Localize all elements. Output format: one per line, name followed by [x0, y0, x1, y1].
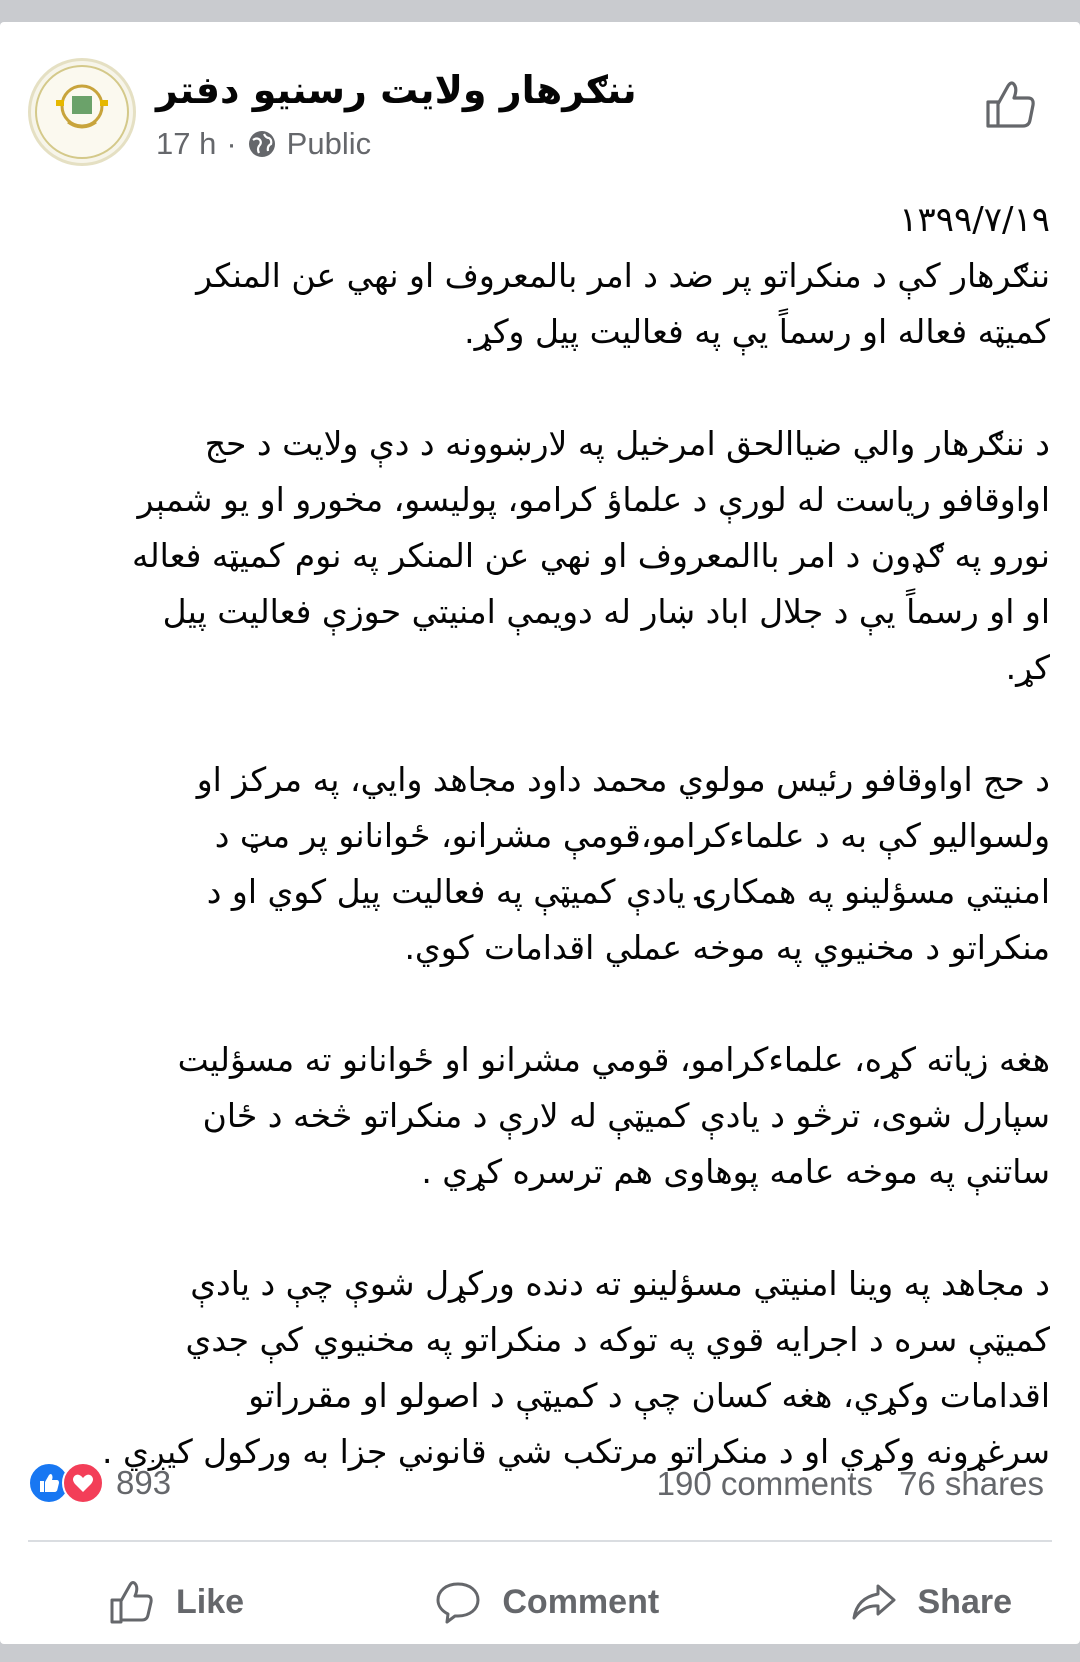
share-icon	[850, 1578, 898, 1626]
like-button[interactable]	[28, 1578, 304, 1626]
paragraph-2: د ننګرهار والي ضیاالحق امرخیل په لارښوونه د دې ولایت د حج اواوقافو ریاست له لورې د علماؤ کرامو، پولیسو، مخورو او یو شمېر نورو په ګډون د امر باالمعروف او نهي عن المنکر په نوم کمیټه فعاله او او رسماً یې د جلال اباد ښار له دویمې امنیتي حوزې فعالیت پیل کړ.	[131, 424, 1050, 687]
emblem-logo	[32, 62, 132, 162]
comment-button[interactable]	[374, 1578, 719, 1626]
post-meta	[156, 126, 371, 162]
post-time[interactable]: 17 h	[156, 126, 217, 161]
meta-separator: ·	[226, 126, 237, 161]
like-page-icon[interactable]	[980, 74, 1040, 134]
reactions-summary[interactable]	[28, 1462, 171, 1504]
divider	[28, 1540, 1052, 1542]
love-reaction-icon	[62, 1462, 104, 1504]
paragraph-5: د مجاهد په وینا امنیتي مسؤلینو ته دنده ورکړل شوې چې د یادې کمیټې سره د اجرایه قوي په توکه د منکراتو په مخنیوي کې جدي اقدامات وکړي، هغه کسان چې د کمیټې د اصولو او مقرراتو سرغړونه وکړي او د منکراتو مرتکب شي قانوني جزا به ورکول کیږي .	[101, 1264, 1050, 1471]
action-bar	[28, 1567, 1052, 1637]
paragraph-3: د حج اواوقافو رئیس مولوي محمد داود مجاهد وایي، په مرکز او ولسوالیو کې به د علماءکرامو،قومې مشرانو، ځوانانو پر مټ د امنیتي مسؤلینو په همکارۍ یادې کمیټې په فعالیت پیل کوي او د منکراتو د مخنیوي په موخه عملي اقدامات کوي.	[196, 760, 1050, 967]
comment-icon	[434, 1578, 482, 1626]
post-date: ۱۳۹۹/۷/۱۹	[899, 200, 1050, 240]
post-card	[0, 22, 1080, 1644]
like-label: Like	[176, 1582, 245, 1621]
page-avatar[interactable]	[28, 58, 136, 166]
comments-count[interactable]: 190 comments	[656, 1465, 874, 1502]
reaction-count: 893	[116, 1464, 172, 1501]
paragraph-1: ننګرهار کې د منکراتو پر ضد د امر بالمعروف او نهي عن المنکر کمیټه فعاله او رسماً یې په فعالیت پیل وکړ.	[196, 256, 1050, 351]
post-text	[50, 192, 1050, 1536]
globe-icon	[247, 129, 277, 159]
paragraph-4: هغه زیاته کړه، علماءکرامو، قومي مشرانو او ځوانانو ته مسؤلیت سپارل شوی، ترڅو د یادې کمیټې له لارې د منکراتو څخه د ځان ساتنې په موخه عامه پوهاوی هم ترسره کړي .	[177, 1040, 1050, 1191]
shares-count[interactable]: 76 shares	[899, 1465, 1044, 1502]
like-icon	[108, 1578, 156, 1626]
share-button[interactable]	[790, 1578, 1053, 1626]
engagement-counts	[657, 1465, 1044, 1503]
page-name[interactable]: ننګرهار ولایت رسنیو دفتر	[156, 68, 637, 112]
audience-label[interactable]: Public	[286, 126, 372, 161]
share-label: Share	[917, 1582, 1012, 1621]
comment-label: Comment	[502, 1582, 660, 1621]
